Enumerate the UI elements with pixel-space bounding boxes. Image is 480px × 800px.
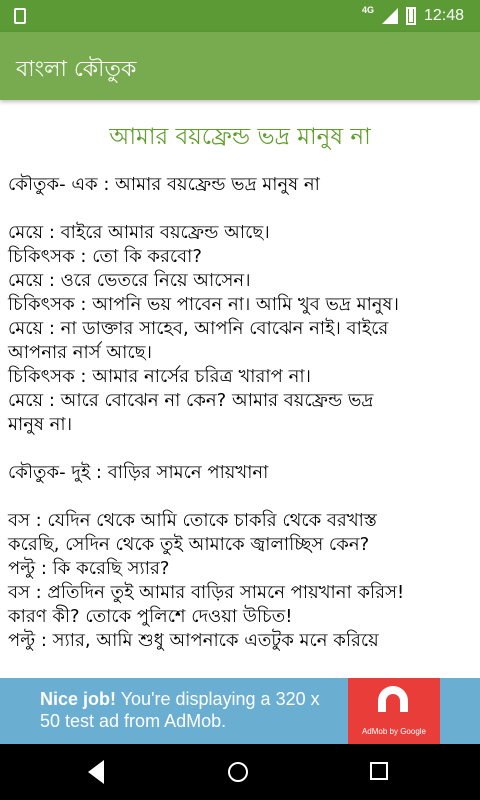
joke-title: আমার বয়ফ্রেন্ড ভদ্র মানুষ না [109,124,371,150]
navigation-bar [0,744,480,800]
joke-line: কারণ কী? তোকে পুলিশে দেওয়া উচিত! [8,606,293,627]
blank-line [8,197,472,221]
joke-line: চিকিৎসক : তো কি করবো? [8,246,202,267]
ad-headline: Nice job! [40,689,117,709]
joke-body [0,173,480,653]
joke-line: বস : যেদিন থেকে আমি তোকে চাকরি থেকে বরখাস্ত [8,510,377,531]
back-icon[interactable] [88,760,104,784]
joke-content[interactable] [0,100,480,678]
sd-card-icon [14,8,26,24]
joke-line: করেছি, সেদিন থেকে তুই আমাকে জ্বালাচ্ছিস কেন? [8,534,370,555]
joke-line: আপনার নার্স আছে। [8,342,152,363]
battery-icon [406,7,416,25]
admob-logo[interactable] [348,678,440,744]
joke-line: মেয়ে : আরে বোঝেন না কেন? আমার বয়ফ্রেন্ড ভদ্র [8,390,374,411]
joke-line: মেয়ে : না ডাক্তার সাহেব, আপনি বোঝেন নাই। বাইরে [8,318,389,339]
home-icon[interactable] [228,762,248,782]
joke-line: কৌতুক- এক : আমার বয়ফ্রেন্ড ভদ্র মানুষ না [8,174,320,195]
joke-line: কৌতুক- দুই : বাড়ির সামনে পায়খানা [8,462,269,483]
joke-line: মেয়ে : বাইরে আমার বয়ফ্রেন্ড আছে। [8,222,270,243]
network-type: 4G [361,5,374,15]
clock: 12:48 [423,7,464,24]
admob-caption: AdMob by Google [361,727,427,736]
joke-line: চিকিৎসক : আপনি ভয় পাবেন না। আমি খুব ভদ্র মানুষ। [8,294,399,315]
joke-line: বস : প্রতিদিন তুই আমার বাড়ির সামনে পায়খানা করিস! [8,582,405,603]
recents-icon[interactable] [370,762,388,780]
blank-line [8,485,472,509]
joke-line: পল্টু : স্যার, আমি শুধু আপনাকে এতটুক মনে করিয়ে [8,630,379,651]
ad-banner[interactable] [0,678,480,744]
app-bar [0,32,480,100]
status-icons [362,0,464,32]
status-bar [0,0,480,32]
joke-line: মেয়ে : ওরে ভেতরে নিয়ে আসেন। [8,270,251,291]
joke-line: পল্টু : কি করেছি স্যার? [8,558,170,579]
app-title: বাংলা কৌতুক [16,57,137,82]
signal-icon [382,8,398,24]
joke-line: মানুষ না। [8,414,73,435]
ad-message: You're displaying a 320 x 50 test ad from AdMob. [40,689,320,731]
joke-line: চিকিৎসক : আমার নার্সের চরিত্র খারাপ না। [8,366,311,387]
ad-text [40,688,330,732]
admob-icon [378,686,408,714]
blank-line [8,437,472,461]
